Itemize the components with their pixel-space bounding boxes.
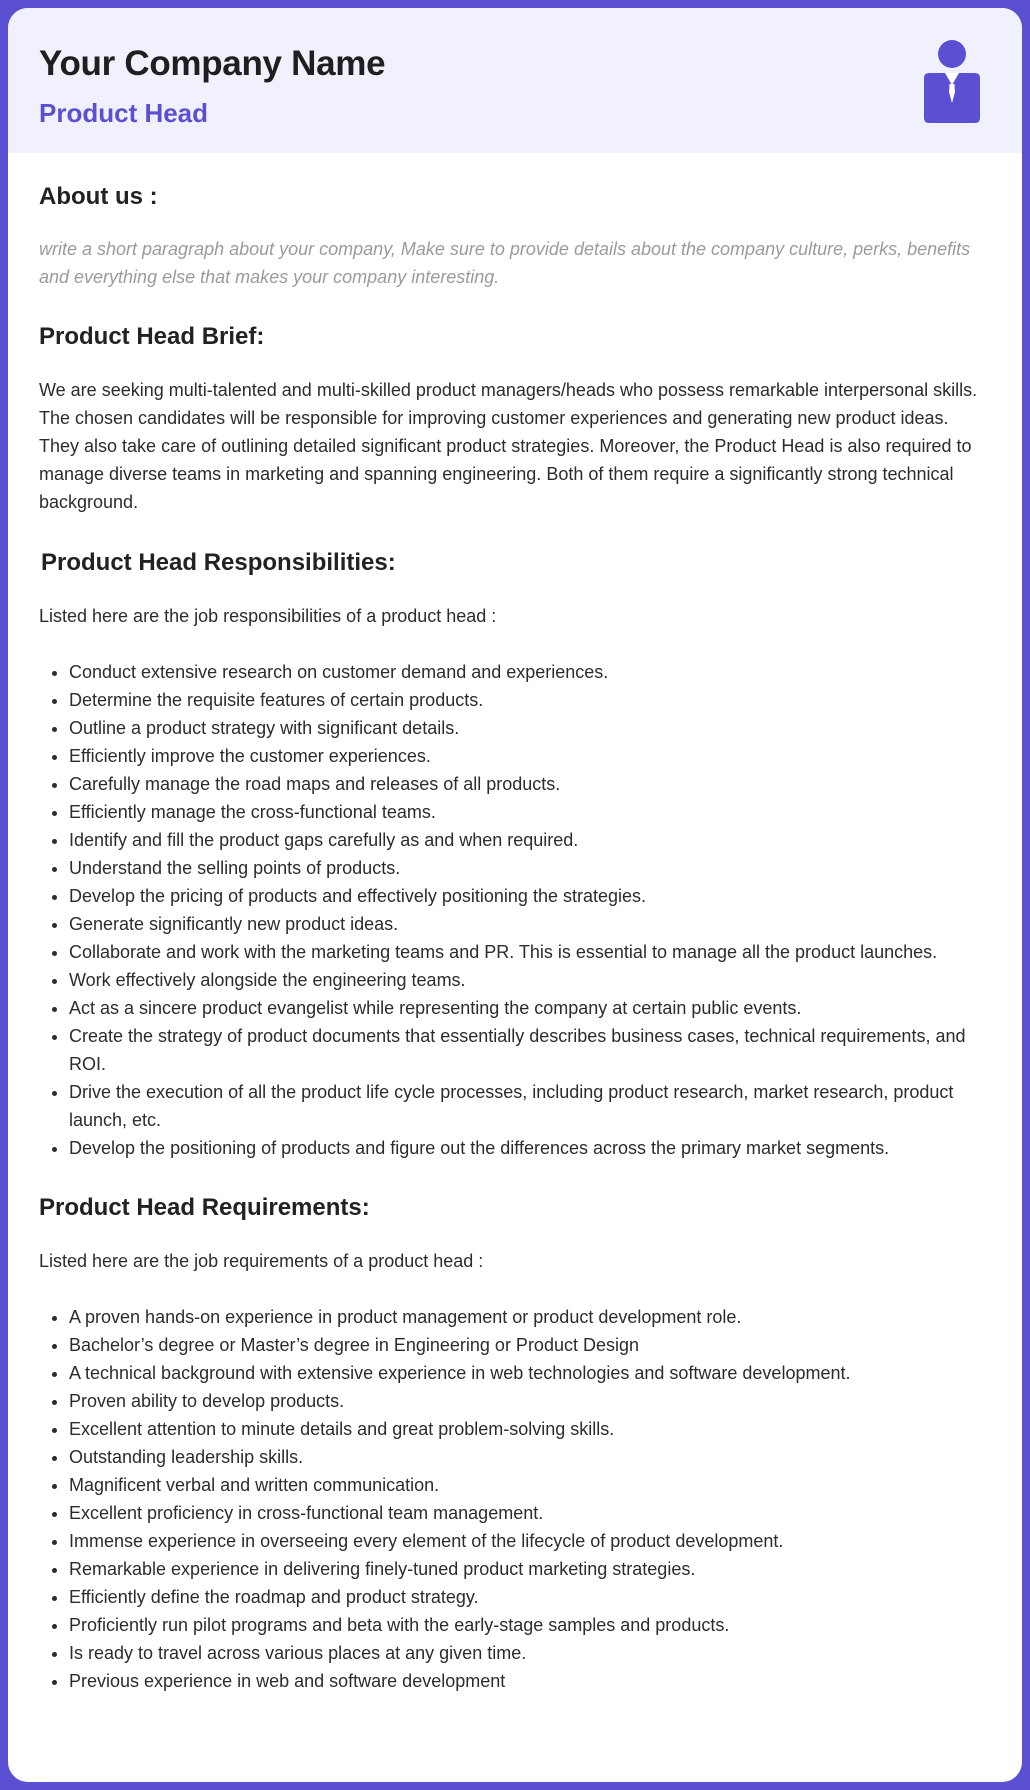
requirements-heading: Product Head Requirements: — [39, 1194, 370, 1221]
responsibilities-heading: Product Head Responsibilities: — [41, 549, 396, 576]
card-header — [8, 8, 1022, 153]
requirements-intro: Listed here are the job requirements of a product head : — [39, 1251, 484, 1271]
list-item: • Develop the pricing of products and effectively positioning the strategies. — [69, 882, 991, 910]
list-item: • Efficiently define the roadmap and product strategy. — [69, 1583, 991, 1611]
list-item: • Understand the selling points of products. — [69, 854, 991, 882]
list-item: • Efficiently improve the customer experiences. — [69, 742, 991, 770]
list-item: • Efficiently manage the cross-functional teams. — [69, 798, 991, 826]
list-item: • Remarkable experience in delivering finely-tuned product marketing strategies. — [69, 1555, 991, 1583]
brief-text: We are seeking multi-talented and multi-skilled product managers/heads who possess remarkable interpersonal skills. The chosen candidates will be responsible for improving customer experiences and generating new product ideas. They also take care of outlining detailed significant product strategies. Moreover, the Product Head is also required to manage diverse teams in marketing and spanning engineering. Both of them require a significantly strong technical background. — [39, 380, 978, 512]
list-item: • Work effectively alongside the engineering teams. — [69, 966, 991, 994]
list-item: • Previous experience in web and software development — [69, 1667, 991, 1695]
list-item: • Outline a product strategy with significant details. — [69, 714, 991, 742]
list-item: • Excellent attention to minute details and great problem-solving skills. — [69, 1415, 991, 1443]
list-item: • Outstanding leadership skills. — [69, 1443, 991, 1471]
list-item: • Immense experience in overseeing every element of the lifecycle of product development. — [69, 1527, 991, 1555]
job-title: Product Head — [39, 98, 209, 128]
responsibilities-section — [39, 548, 991, 1162]
list-item: • Excellent proficiency in cross-functional team management. — [69, 1499, 991, 1527]
job-description-card — [8, 8, 1022, 1782]
list-item: • Bachelor’s degree or Master’s degree in Engineering or Product Design — [69, 1331, 991, 1359]
brief-section — [39, 322, 991, 516]
list-item: • Drive the execution of all the product life cycle processes, including product research, market research, product launch, etc. — [69, 1078, 991, 1134]
requirements-section — [39, 1193, 991, 1695]
list-item: • A technical background with extensive experience in web technologies and software development. — [69, 1359, 991, 1387]
list-item: • Act as a sincere product evangelist while representing the company at certain public events. — [69, 994, 991, 1022]
list-item: • Determine the requisite features of certain products. — [69, 686, 991, 714]
responsibilities-list — [39, 658, 991, 1162]
list-item: • Is ready to travel across various places at any given time. — [69, 1639, 991, 1667]
list-item: • Create the strategy of product documents that essentially describes business cases, technical requirements, and ROI. — [69, 1022, 991, 1078]
list-item: • Generate significantly new product ideas. — [69, 910, 991, 938]
responsibilities-intro: Listed here are the job responsibilities of a product head : — [39, 606, 497, 626]
list-item: • Identify and fill the product gaps carefully as and when required. — [69, 826, 991, 854]
requirements-list — [39, 1303, 991, 1695]
list-item: • Collaborate and work with the marketing teams and PR. This is essential to manage all the product launches. — [69, 938, 991, 966]
brief-heading: Product Head Brief: — [39, 323, 265, 350]
card-content — [8, 182, 1022, 1695]
businessman-icon — [920, 40, 984, 123]
list-item: • Carefully manage the road maps and releases of all products. — [69, 770, 991, 798]
company-name: Your Company Name — [39, 44, 386, 83]
list-item: • Develop the positioning of products and figure out the differences across the primary market segments. — [69, 1134, 991, 1162]
list-item: • Conduct extensive research on customer demand and experiences. — [69, 658, 991, 686]
about-section — [39, 182, 991, 291]
about-text: write a short paragraph about your company, Make sure to provide details about the company culture, perks, benefits and everything else that makes your company interesting. — [39, 239, 971, 287]
about-heading: About us : — [39, 183, 158, 210]
list-item: • Proven ability to develop products. — [69, 1387, 991, 1415]
list-item: • Proficiently run pilot programs and beta with the early-stage samples and products. — [69, 1611, 991, 1639]
list-item: • A proven hands-on experience in product management or product development role. — [69, 1303, 991, 1331]
list-item: • Magnificent verbal and written communication. — [69, 1471, 991, 1499]
